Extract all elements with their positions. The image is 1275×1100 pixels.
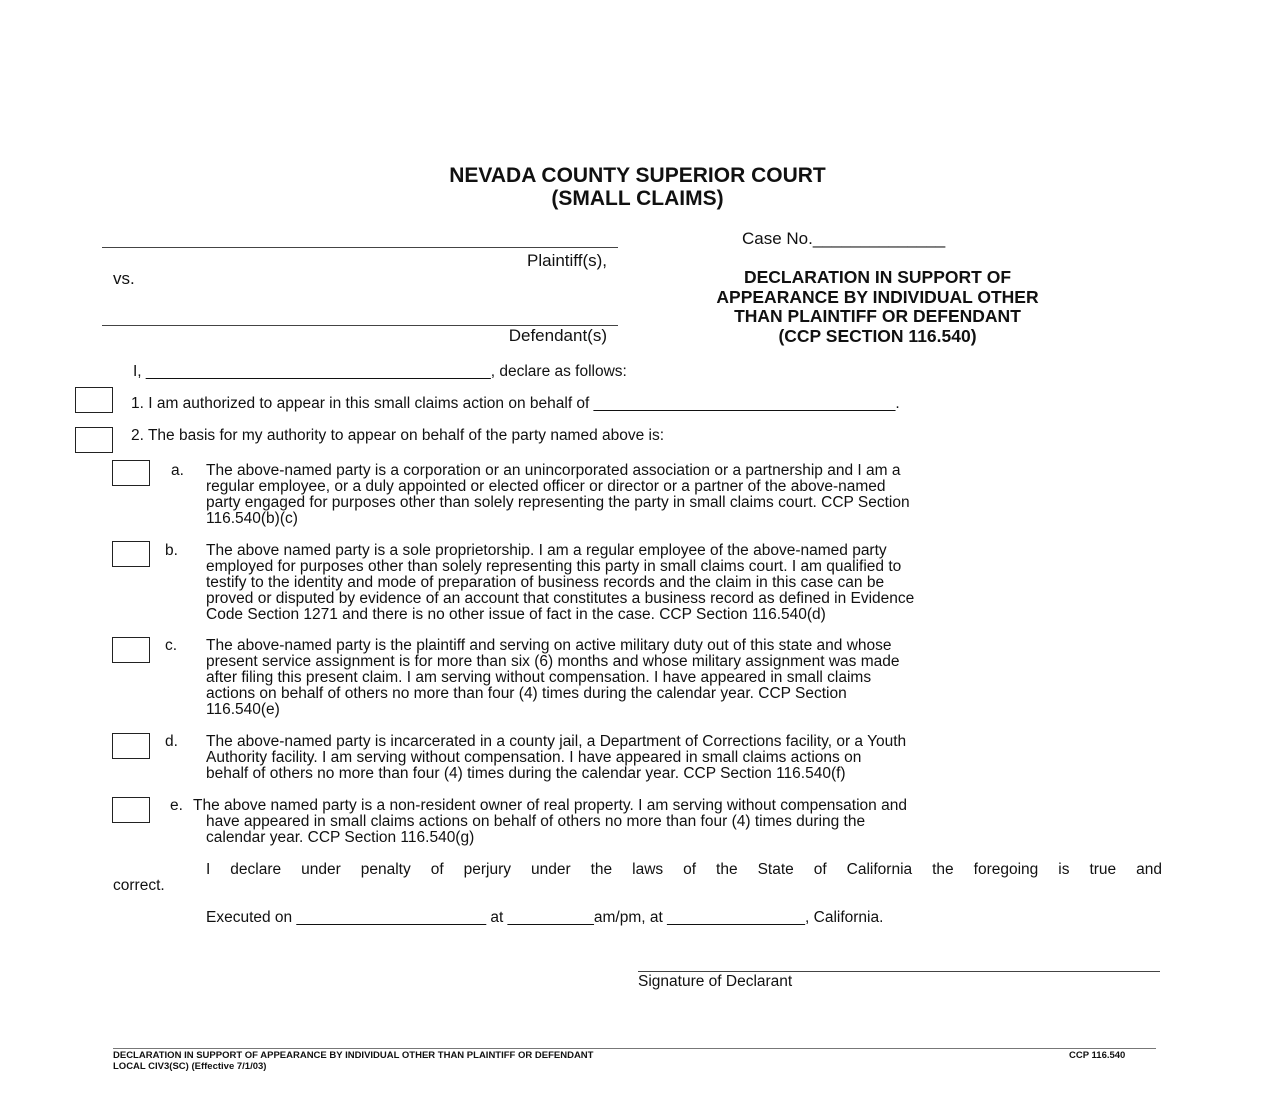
vs-label: vs. [113,269,135,288]
option-b-letter: b. [165,542,178,559]
option-d-letter: d. [165,733,178,750]
footer-rule [113,1048,1156,1049]
signature-label: Signature of Declarant [638,973,793,990]
footer-form-code: CCP 116.540 [1069,1050,1126,1061]
option-e-letter: e. [170,797,183,814]
court-name: NEVADA COUNTY SUPERIOR COURT [449,164,826,187]
option-e-checkbox[interactable] [112,797,150,823]
perjury-statement-end: correct. [113,877,165,894]
footer-form-title: DECLARATION IN SUPPORT OF APPEARANCE BY INDIVIDUAL OTHER THAN PLAINTIFF OR DEFENDANT [113,1050,594,1061]
option-a-text: The above-named party is a corporation or an unincorporated association or a partnership and I am a regular employee, or a duly appointed or elected officer or director or a partner of the above-named party engaged for purposes other than solely representing the party in small claims court. CCP Section 116.540(b)(c) [206,462,910,527]
plaintiff-name-line[interactable] [102,247,618,248]
item1-text: 1. I am authorized to appear in this small claims action on behalf of ___________________________________. [131,395,900,412]
option-d-checkbox[interactable] [112,733,150,759]
item1-checkbox[interactable] [75,387,113,413]
case-number-field[interactable]: Case No.______________ [742,229,946,248]
option-a-letter: a. [171,462,184,479]
court-division: (SMALL CLAIMS) [551,187,724,210]
perjury-statement: I declare under penalty of perjury under the laws of the State of California the foregoing is true and [206,861,1162,878]
option-c-text: The above-named party is the plaintiff and serving on active military duty out of this state and whose present service assignment is for more than six (6) months and whose military assignment was made after filing this present claim. I am serving without compensation. I have appeared in small claims actions on behalf of others no more than four (4) times during the calendar year. CCP Section 116.540(e) [206,637,900,718]
option-e-first-line: The above named party is a non-resident owner of real property. I am serving without compensation and [193,797,907,814]
declarant-name-line[interactable]: I, ________________________________________, declare as follows: [133,363,627,380]
option-c-checkbox[interactable] [112,637,150,663]
declaration-title-line: DECLARATION IN SUPPORT OF [743,267,1012,287]
signature-line[interactable] [638,971,1160,972]
declaration-title-line: (CCP SECTION 116.540) [778,325,977,346]
declaration-title-line: THAN PLAINTIFF OR DEFENDANT [734,306,1021,326]
option-e-text: have appeared in small claims actions on behalf of others no more than four (4) times during the calendar year. CCP Section 116.540(g) [206,813,866,846]
declaration-title-line: APPEARANCE BY INDIVIDUAL OTHER [716,286,1039,307]
defendant-label: Defendant(s) [508,326,607,345]
plaintiff-label: Plaintiff(s), [527,251,607,270]
option-a-checkbox[interactable] [112,460,150,486]
option-d-text: The above-named party is incarcerated in a county jail, a Department of Corrections facility, or a Youth Authority facility. I am serving without compensation. I have appeared in small claims actions on behalf of others no more than four (4) times during the calendar year. CCP Section 116.540(f) [206,733,907,782]
option-c-letter: c. [165,637,178,654]
item2-checkbox[interactable] [75,427,113,453]
item2-text: 2. The basis for my authority to appear on behalf of the party named above is: [131,427,665,444]
footer-local-code: LOCAL CIV3(SC) (Effective 7/1/03) [113,1061,267,1072]
option-b-text: The above named party is a sole proprietorship. I am a regular employee of the above-named party employed for purposes other than solely representing this party in small claims court. I am qualified to testify to the identity and mode of preparation of business records and the claim in this case can be proved or disputed by evidence of an account that constitutes a business record as defined in Evidence Code Section 1271 and there is no other issue of fact in the case. CCP Section 116.540(d) [206,542,915,623]
executed-line[interactable]: Executed on ______________________ at __________am/pm, at ________________, California. [206,909,884,926]
declaration-title [630,268,1125,346]
option-b-checkbox[interactable] [112,541,150,567]
